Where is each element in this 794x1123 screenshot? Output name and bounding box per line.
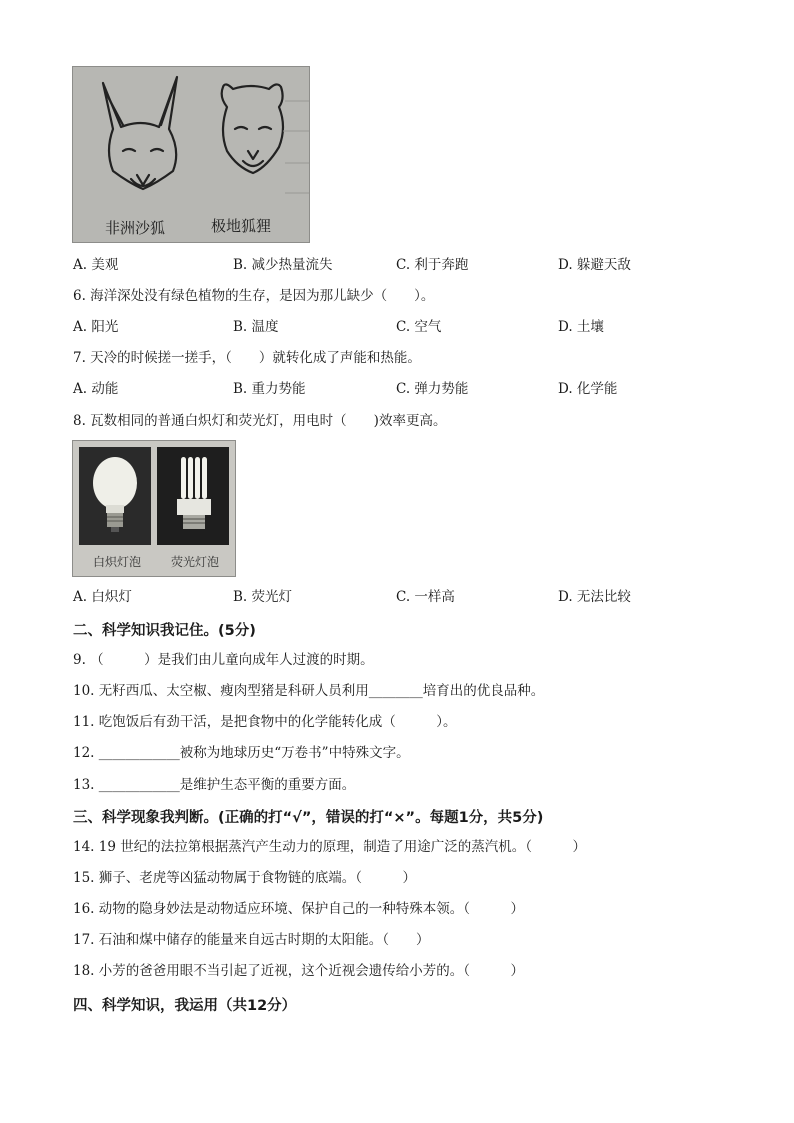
section-2-title: 二、科学知识我记住。(5分) — [73, 623, 256, 639]
q6-option-b: B. 温度 — [233, 319, 279, 335]
q7-option-c: C. 弹力势能 — [396, 381, 469, 397]
q6-text: 6. 海洋深处没有绿色植物的生存，是因为那儿缺少（ ）。 — [73, 288, 435, 304]
q6-option-d: D. 土壤 — [558, 319, 604, 335]
q5-option-b: B. 减少热量流失 — [233, 257, 333, 273]
q9-text: 9. （ ）是我们由儿童向成年人过渡的时期。 — [73, 652, 374, 668]
q8-option-d: D. 无法比较 — [558, 589, 631, 605]
bulb-caption-right: 荧光灯泡 — [171, 555, 220, 569]
q12-text: 12. ____________被称为地球历史“万卷书”中特殊文字。 — [73, 745, 410, 761]
q13-text: 13. ____________是维护生态平衡的重要方面。 — [73, 777, 356, 793]
section-3-title: 三、科学现象我判断。(正确的打“√”，错误的打“×”。每题1分，共5分) — [73, 810, 544, 826]
q11-text: 11. 吃饱饭后有劲干活，是把食物中的化学能转化成（ ）。 — [73, 714, 457, 730]
light-bulb-figure — [72, 440, 236, 577]
section-4-title: 四、科学知识，我运用（共12分） — [73, 998, 297, 1014]
q8-option-c: C. 一样高 — [396, 589, 455, 605]
q8-option-b: B. 荧光灯 — [233, 589, 293, 605]
q15-text: 15. 狮子、老虎等凶猛动物属于食物链的底端。（ ） — [73, 870, 417, 886]
q8-text: 8. 瓦数相同的普通白炽灯和荧光灯，用电时（ )效率更高。 — [73, 413, 447, 429]
q18-text: 18. 小芳的爸爸用眼不当引起了近视，这个近视会遗传给小芳的。（ ） — [73, 963, 525, 979]
q14-text: 14. 19 世纪的法拉第根据蒸汽产生动力的原理，制造了用途广泛的蒸汽机。（ ） — [73, 839, 586, 855]
bulb-caption-left: 白炽灯泡 — [93, 555, 142, 569]
q10-text: 10. 无籽西瓜、太空椒、瘦肉型猪是科研人员利用________培育出的优良品种。 — [73, 683, 545, 699]
q17-text: 17. 石油和煤中储存的能量来自远古时期的太阳能。（ ） — [73, 932, 430, 948]
q5-option-a: A. 美观 — [73, 257, 119, 273]
fox-caption-right: 极地狐狸 — [211, 217, 272, 235]
q5-option-c: C. 利于奔跑 — [396, 257, 469, 273]
q6-option-c: C. 空气 — [396, 319, 442, 335]
q5-option-d: D. 躲避天敌 — [558, 257, 631, 273]
q7-option-a: A. 动能 — [73, 381, 119, 397]
q6-option-a: A. 阳光 — [73, 319, 119, 335]
q16-text: 16. 动物的隐身妙法是动物适应环境、保护自己的一种特殊本领。（ ） — [73, 901, 525, 917]
fox-ears-figure — [72, 66, 310, 243]
q7-text: 7. 天冷的时候搓一搓手，（ ）就转化成了声能和热能。 — [73, 350, 421, 366]
q7-option-b: B. 重力势能 — [233, 381, 306, 397]
q8-option-a: A. 白炽灯 — [73, 589, 132, 605]
q7-option-d: D. 化学能 — [558, 381, 618, 397]
fox-caption-left: 非洲沙狐 — [105, 219, 166, 237]
fox-heads-drawing — [73, 67, 309, 242]
